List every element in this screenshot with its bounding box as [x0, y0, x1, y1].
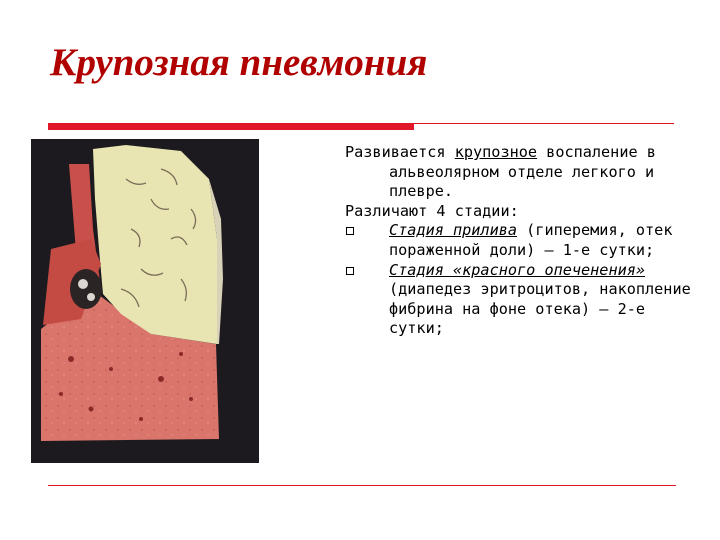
- body-text: [345, 143, 695, 339]
- title-underline-thick: [48, 123, 414, 130]
- list-item: [345, 261, 695, 339]
- square-bullet-icon: [345, 221, 389, 260]
- bottom-rule: [48, 485, 676, 486]
- intro-underlined-word: крупозное: [454, 143, 538, 161]
- stage-description: (диапедез эритроцитов, накопление фибрина на фоне отека) – 2-е сутки;: [389, 280, 691, 338]
- intro-rest: воспаление в альвеолярном отделе легкого и плевре.: [389, 143, 656, 201]
- intro-paragraph: [345, 143, 695, 202]
- list-item: [345, 221, 695, 260]
- stage-description: (гиперемия, отек пораженной доли) – 1-е сутки;: [389, 221, 673, 259]
- slide-title: Крупозная пневмония: [50, 41, 428, 84]
- intro-prefix: Развивается: [345, 143, 455, 161]
- stage-name: Стадия прилива: [389, 221, 518, 240]
- square-bullet-icon: [345, 261, 389, 339]
- stage-name: Стадия «красного опеченения»: [389, 260, 646, 279]
- lung-specimen-image: [31, 139, 259, 463]
- title-underline-thin: [414, 123, 674, 124]
- stages-intro: Различают 4 стадии:: [345, 201, 519, 220]
